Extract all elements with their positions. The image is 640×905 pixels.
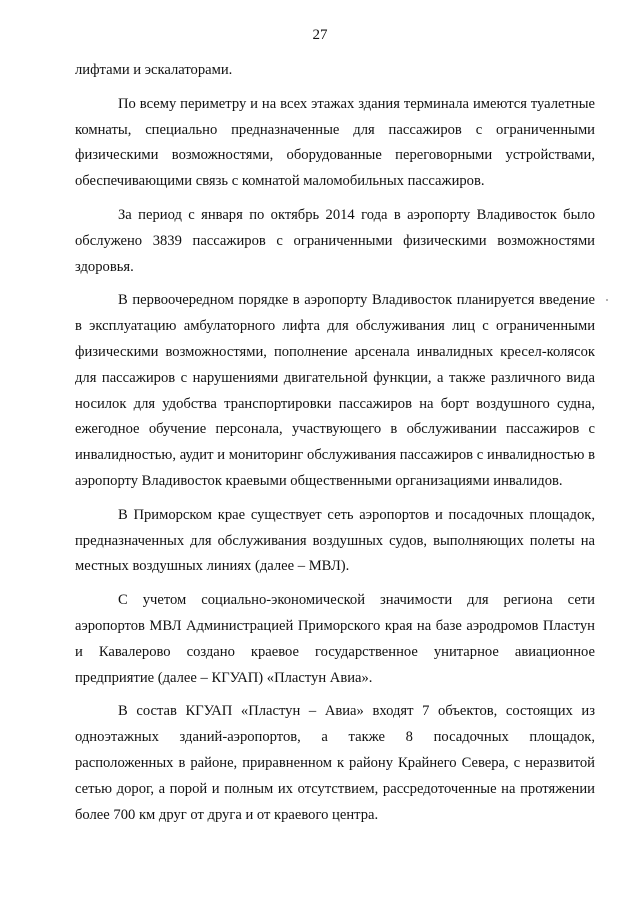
paragraph-passenger-statistics: За период с января по октябрь 2014 года в аэропорту Владивосток было обслужено 3839 пассажиров с ограниченными физическими возможностями здоровья. — [75, 206, 595, 275]
scan-speck — [606, 299, 608, 301]
document-body — [75, 58, 595, 836]
paragraph-kguap-creation: С учетом социально-экономической значимости для региона сети аэропортов МВЛ Администрацией Приморского края на базе аэродромов Пластун и Кавалерово создано краевое государственное унитарное авиационное предприятие (далее – КГУАП) «Пластун Авиа». — [75, 592, 595, 686]
paragraph-continuation: лифтами и эскалаторами. — [75, 62, 233, 78]
paragraph-restrooms: По всему периметру и на всех этажах здания терминала имеются туалетные комнаты, специально предназначенные для пассажиров с ограниченными физическими возможностями, оборудованные переговорными устройствами, обеспечивающими связь с комнатой маломобильных пассажиров. — [75, 95, 595, 190]
page-number: 27 — [312, 27, 328, 43]
paragraph-kguap-composition: В состав КГУАП «Пластун – Авиа» входят 7 объектов, состоящих из одноэтажных зданий-аэропортов, а также 8 посадочных площадок, расположенных в районе, приравненном к району Крайнего Севера, с неразвитой сетью дорог, а порой и полным их отсутствием, рассредоточенные на протяжении более 700 км друг от друга и от краевого центра. — [75, 703, 595, 823]
paragraph-airport-network: В Приморском крае существует сеть аэропортов и посадочных площадок, предназначенных для обслуживания воздушных судов, выполняющих полеты на местных воздушных линиях (далее – МВЛ). — [75, 506, 595, 575]
paragraph-planned-measures: В первоочередном порядке в аэропорту Владивосток планируется введение в эксплуатацию амбулаторного лифта для обслуживания лиц с ограниченными физическими возможностями, пополнение арсенала инвалидных кресел-колясок для пассажиров с нарушениями двигательной функции, а также различного вида носилок для удобства транспортировки пассажиров на борт воздушного судна, ежегодное обучение персонала, участвующего в обслуживании пассажиров с инвалидностью, аудит и мониторинг обслуживания пассажиров с инвалидностью в аэропорту Владивосток краевыми общественными организациями инвалидов. — [75, 292, 595, 489]
